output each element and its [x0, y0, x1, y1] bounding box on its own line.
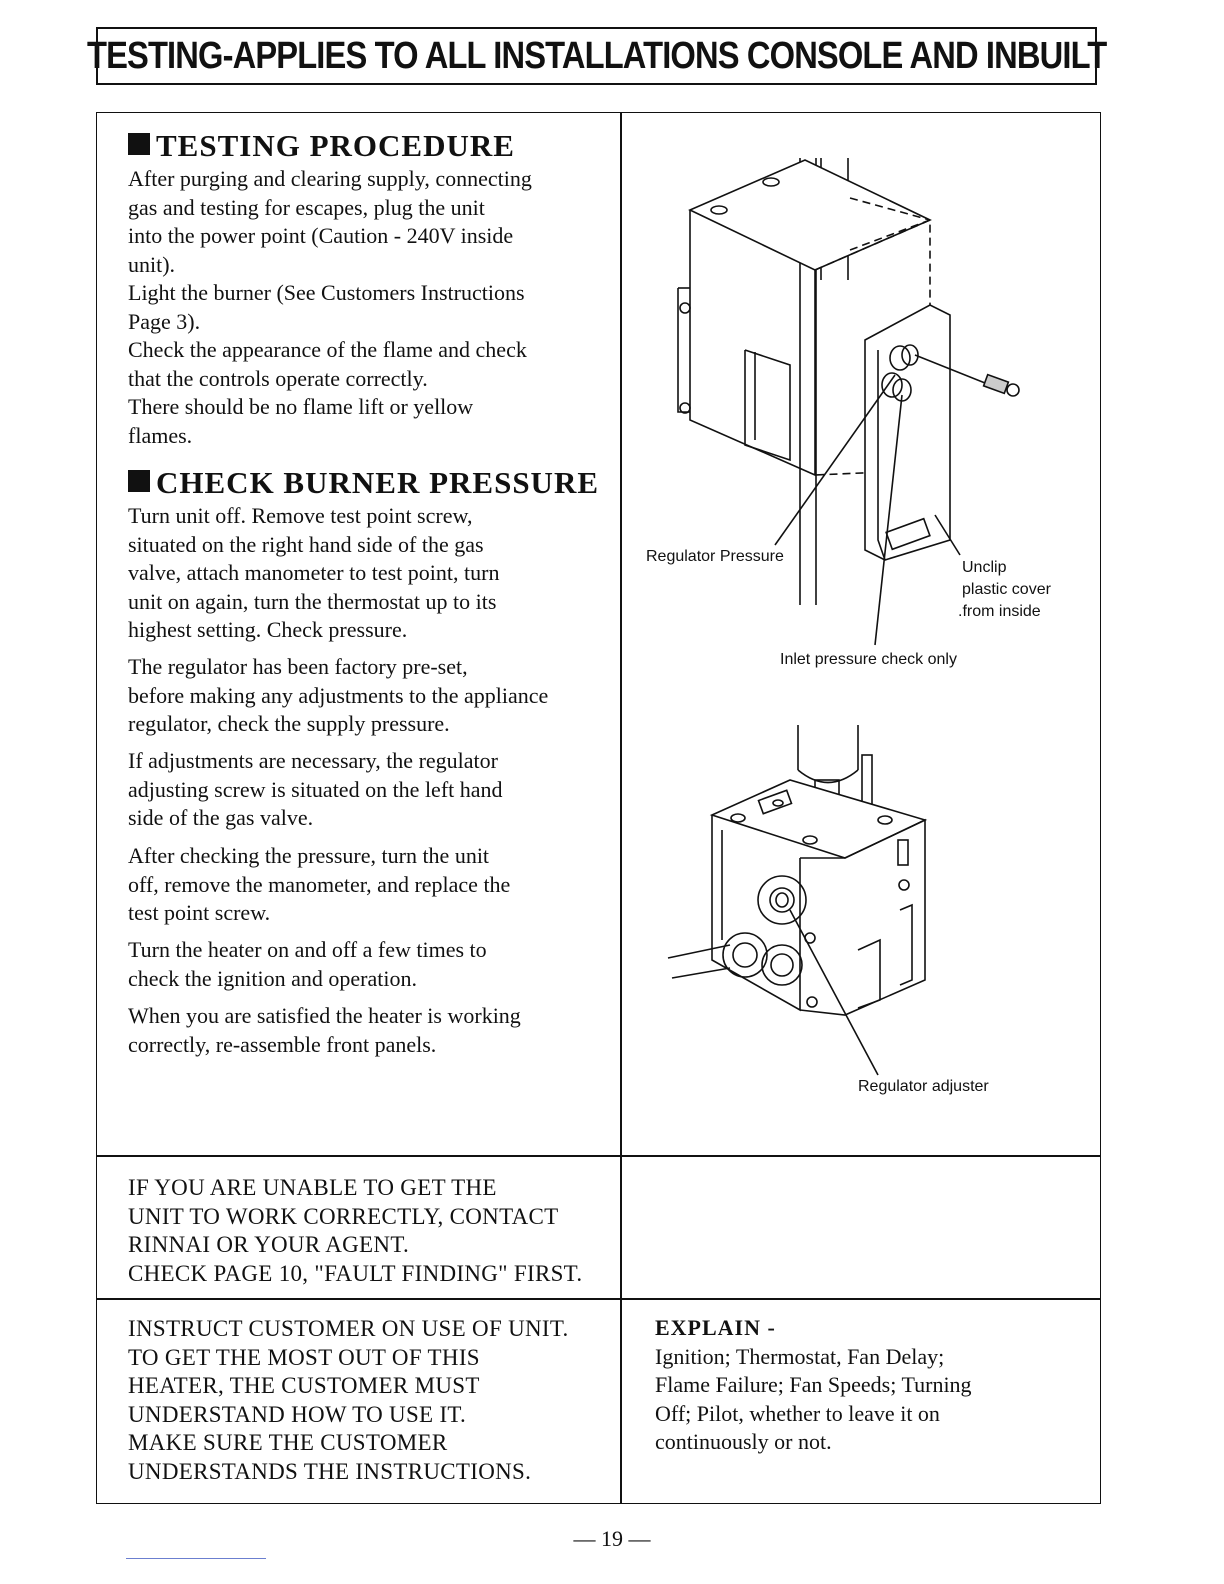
footnote-rule — [126, 1558, 266, 1559]
explain-list: EXPLAIN - Ignition; Thermostat, Fan Delay; Flame Failure; Fan Speeds; Turning Off; Pilot, whether to leave it on continuously or not. — [655, 1314, 1075, 1457]
page-title: TESTING-APPLIES TO ALL INSTALLATIONS CONSOLE AND INBUILT — [96, 27, 1097, 85]
instruct-customer-notice: INSTRUCT CUSTOMER ON USE OF UNIT. TO GET THE MOST OUT OF THIS HEATER, THE CUSTOMER MUST UNDERSTAND HOW TO USE IT. MAKE SURE THE CUSTOMER UNDERSTANDS THE INSTRUCTIONS. — [128, 1316, 569, 1484]
burner-paragraph-4: After checking the pressure, turn the unit off, remove the manometer, and replace the test point screw. — [128, 843, 511, 925]
burner-paragraph-1: Turn unit off. Remove test point screw, situated on the right hand side of the gas valve, attach manometer to test point, turn unit on again, turn the thermostat up to its highest setting. Check pressure. — [128, 503, 500, 642]
testing-procedure-text: After purging and clearing supply, connecting gas and testing for escapes, plug the unit into the power point (Caution - 240V inside unit). Light the burner (See Customers Instructions Page 3). Check the appearance of the flame and check that the controls operate correctly. There should be no flame lift or yellow flames. — [128, 166, 532, 448]
burner-paragraph-2: The regulator has been factory pre-set, before making any adjustments to the appliance regulator, check the supply pressure. — [128, 654, 549, 736]
bullet-square-icon — [128, 470, 150, 492]
burner-paragraph-6: When you are satisfied the heater is working correctly, re-assemble front panels. — [128, 1003, 521, 1057]
burner-paragraph-3: If adjustments are necessary, the regulator adjusting screw is situated on the left hand side of the gas valve. — [128, 748, 503, 830]
svg-text:Regulator Pressure: Regulator Pressure — [646, 548, 784, 565]
testing-procedure-heading: TESTING PROCEDURE — [128, 128, 515, 164]
gas-valve-lower-illustration — [668, 725, 925, 1075]
contact-rinnai-notice: IF YOU ARE UNABLE TO GET THE UNIT TO WORK CORRECTLY, CONTACT RINNAI OR YOUR AGENT. CHECK PAGE 10, "FAULT FINDING" FIRST. — [128, 1175, 583, 1286]
gas-valve-diagrams — [630, 140, 1090, 1100]
svg-text:Unclip: Unclip — [962, 559, 1007, 576]
svg-text:Regulator adjuster: Regulator adjuster — [858, 1078, 989, 1095]
column-divider — [620, 112, 622, 1504]
bullet-square-icon — [128, 133, 150, 155]
explain-heading: EXPLAIN - — [655, 1315, 776, 1340]
row-divider-1 — [96, 1155, 1101, 1157]
svg-text:plastic cover: plastic cover — [962, 581, 1051, 598]
page-number: — 19 — — [573, 1526, 651, 1551]
svg-text:.from inside: .from inside — [958, 603, 1041, 620]
check-burner-pressure-heading: CHECK BURNER PRESSURE — [128, 465, 599, 501]
row-divider-2 — [96, 1298, 1101, 1300]
svg-text:Inlet pressure check only: Inlet pressure check only — [780, 651, 957, 668]
burner-paragraph-5: Turn the heater on and off a few times to check the ignition and operation. — [128, 937, 487, 991]
